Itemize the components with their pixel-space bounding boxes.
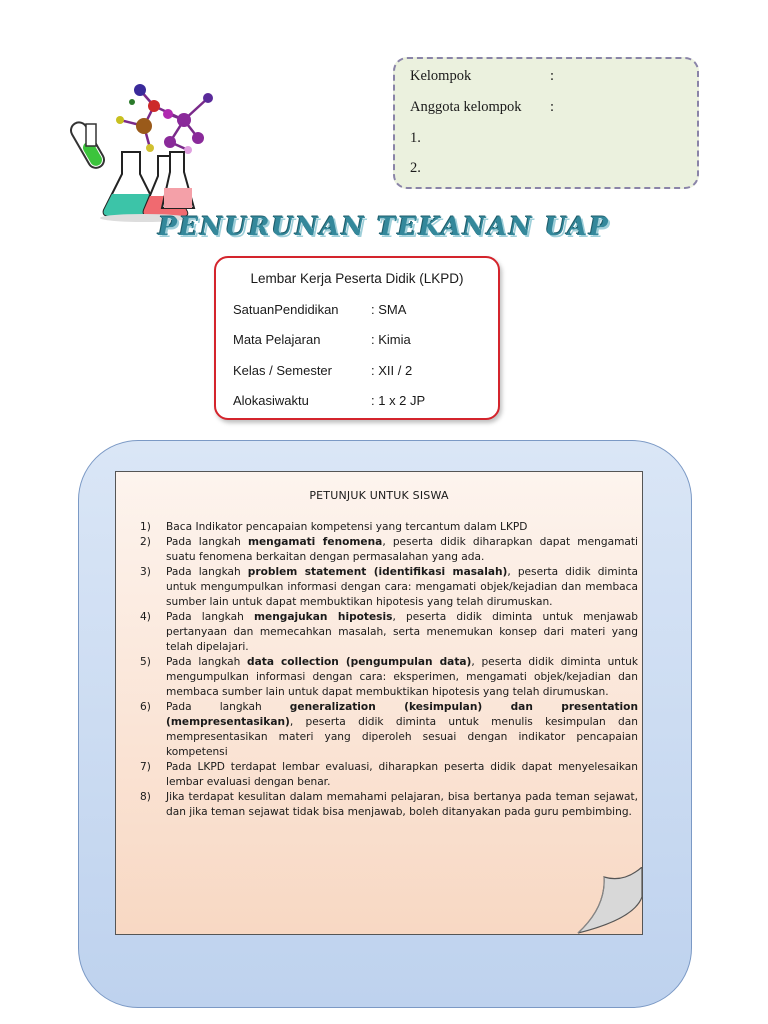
instruction-number: 3)	[140, 566, 151, 578]
instruction-text-part: , peserta didik diminta untuk menulis kesimpulan dan mempresentasikan materi yang diperoleh sesuai dengan indikator pencapaian kompetensi	[166, 716, 638, 758]
member-1-label: 1.	[410, 130, 421, 146]
info-label-kelas: Kelas / Semester	[233, 363, 332, 378]
instruction-item	[140, 535, 638, 565]
instruction-text-part: Pada langkah	[166, 566, 248, 578]
instruction-number: 4)	[140, 611, 151, 623]
instruction-text-part: Pada langkah	[166, 536, 248, 548]
info-label-mapel: Mata Pelajaran	[233, 332, 321, 347]
lkpd-info-box	[214, 256, 500, 420]
instruction-keyword: data collection (pengumpulan data)	[247, 656, 472, 668]
instruction-number: 7)	[140, 761, 151, 773]
instruction-text	[166, 566, 638, 608]
info-value-mapel: : Kimia	[371, 332, 411, 347]
group-info-box	[393, 57, 699, 189]
instruction-text-part: , peserta didik diminta untuk menjawab pertanyaan dan memecahkan masalah, serta menemukan konsep dari materi yang telah dipelajari.	[166, 611, 639, 653]
instruction-keyword: problem statement (identifikasi masalah)	[247, 566, 508, 578]
instruction-item	[140, 520, 638, 535]
instruction-text-part: Pada langkah	[166, 611, 254, 623]
instruction-item	[140, 610, 638, 655]
instruction-number: 2)	[140, 536, 151, 548]
info-value-kelas: : XII / 2	[371, 363, 413, 378]
instruction-text-part: , peserta didik diminta untuk mengumpulkan informasi dengan cara: mengamati objek/kejadian dan membaca sumber lain untuk dapat membuktikan hipotesis yang telah dirumuskan.	[166, 566, 639, 608]
instruction-text	[166, 791, 638, 818]
instruction-text	[166, 536, 638, 563]
instructions-list	[140, 520, 638, 820]
instruction-keyword: mengajukan hipotesis	[254, 611, 393, 623]
instruction-text	[166, 521, 527, 533]
instruction-item	[140, 790, 638, 820]
kelompok-label: Kelompok	[410, 68, 472, 84]
instruction-text	[166, 611, 638, 653]
instruction-number: 5)	[140, 656, 151, 668]
info-label-satuan: SatuanPendidikan	[233, 302, 339, 317]
instruction-text	[166, 701, 638, 758]
chemistry-lab-illustration	[58, 76, 218, 222]
instruction-item	[140, 700, 638, 760]
instruction-item	[140, 760, 638, 790]
instruction-text-part: Pada LKPD terdapat lembar evaluasi, diharapkan peserta didik dapat menyelesaikan lembar evaluasi dengan benar.	[166, 761, 638, 788]
anggota-colon: :	[550, 99, 555, 115]
info-value-alokasi: : 1 x 2 JP	[371, 393, 426, 408]
instruction-number: 8)	[140, 791, 151, 803]
instruction-text-part: Baca Indikator pencapaian kompetensi yang tercantum dalam LKPD	[166, 521, 528, 533]
instruction-text-part: , peserta didik diharapkan dapat mengamati suatu fenomena berkaitan dengan permasalahan yang ada.	[166, 536, 638, 563]
member-2-label: 2.	[410, 160, 421, 176]
instruction-number: 1)	[140, 521, 151, 533]
page-curl-decoration	[576, 867, 648, 937]
instructions-paper	[115, 471, 643, 935]
instruction-text-part: Jika terdapat kesulitan dalam memahami pelajaran, bisa bertanya pada teman sejawat, dan jika teman sejawat tidak bisa menjawab, boleh ditanyakan pada guru pembimbing.	[166, 791, 638, 818]
lkpd-heading: Lembar Kerja Peserta Didik (LKPD)	[250, 271, 464, 286]
instruction-keyword: generalization (kesimpulan) dan presentation (mempresentasikan)	[166, 701, 638, 728]
anggota-kelompok-label: Anggota kelompok	[410, 99, 522, 115]
instruction-item	[140, 565, 638, 610]
instruction-text-part: Pada langkah	[166, 656, 248, 668]
instruction-text	[166, 761, 638, 788]
page-title: PENURUNAN TEKANAN UAP	[158, 212, 610, 241]
instruction-item	[140, 655, 638, 700]
info-value-satuan: : SMA	[371, 302, 407, 317]
instruction-number: 6)	[140, 701, 151, 713]
info-label-alokasi: Alokasiwaktu	[233, 393, 309, 408]
instruction-keyword: mengamati fenomena	[247, 536, 383, 548]
instruction-text-part: Pada langkah	[166, 701, 290, 713]
instructions-heading: PETUNJUK UNTUK SISWA	[309, 489, 449, 502]
kelompok-colon: :	[550, 68, 555, 84]
instruction-text	[166, 656, 638, 698]
instruction-text-part: , peserta didik diminta untuk mengumpulkan informasi dengan cara: eksperimen, mengamati objek/kejadian dan membaca sumber lain untuk dapat membuktikan hipotesis yang telah dirumuskan.	[166, 656, 639, 698]
